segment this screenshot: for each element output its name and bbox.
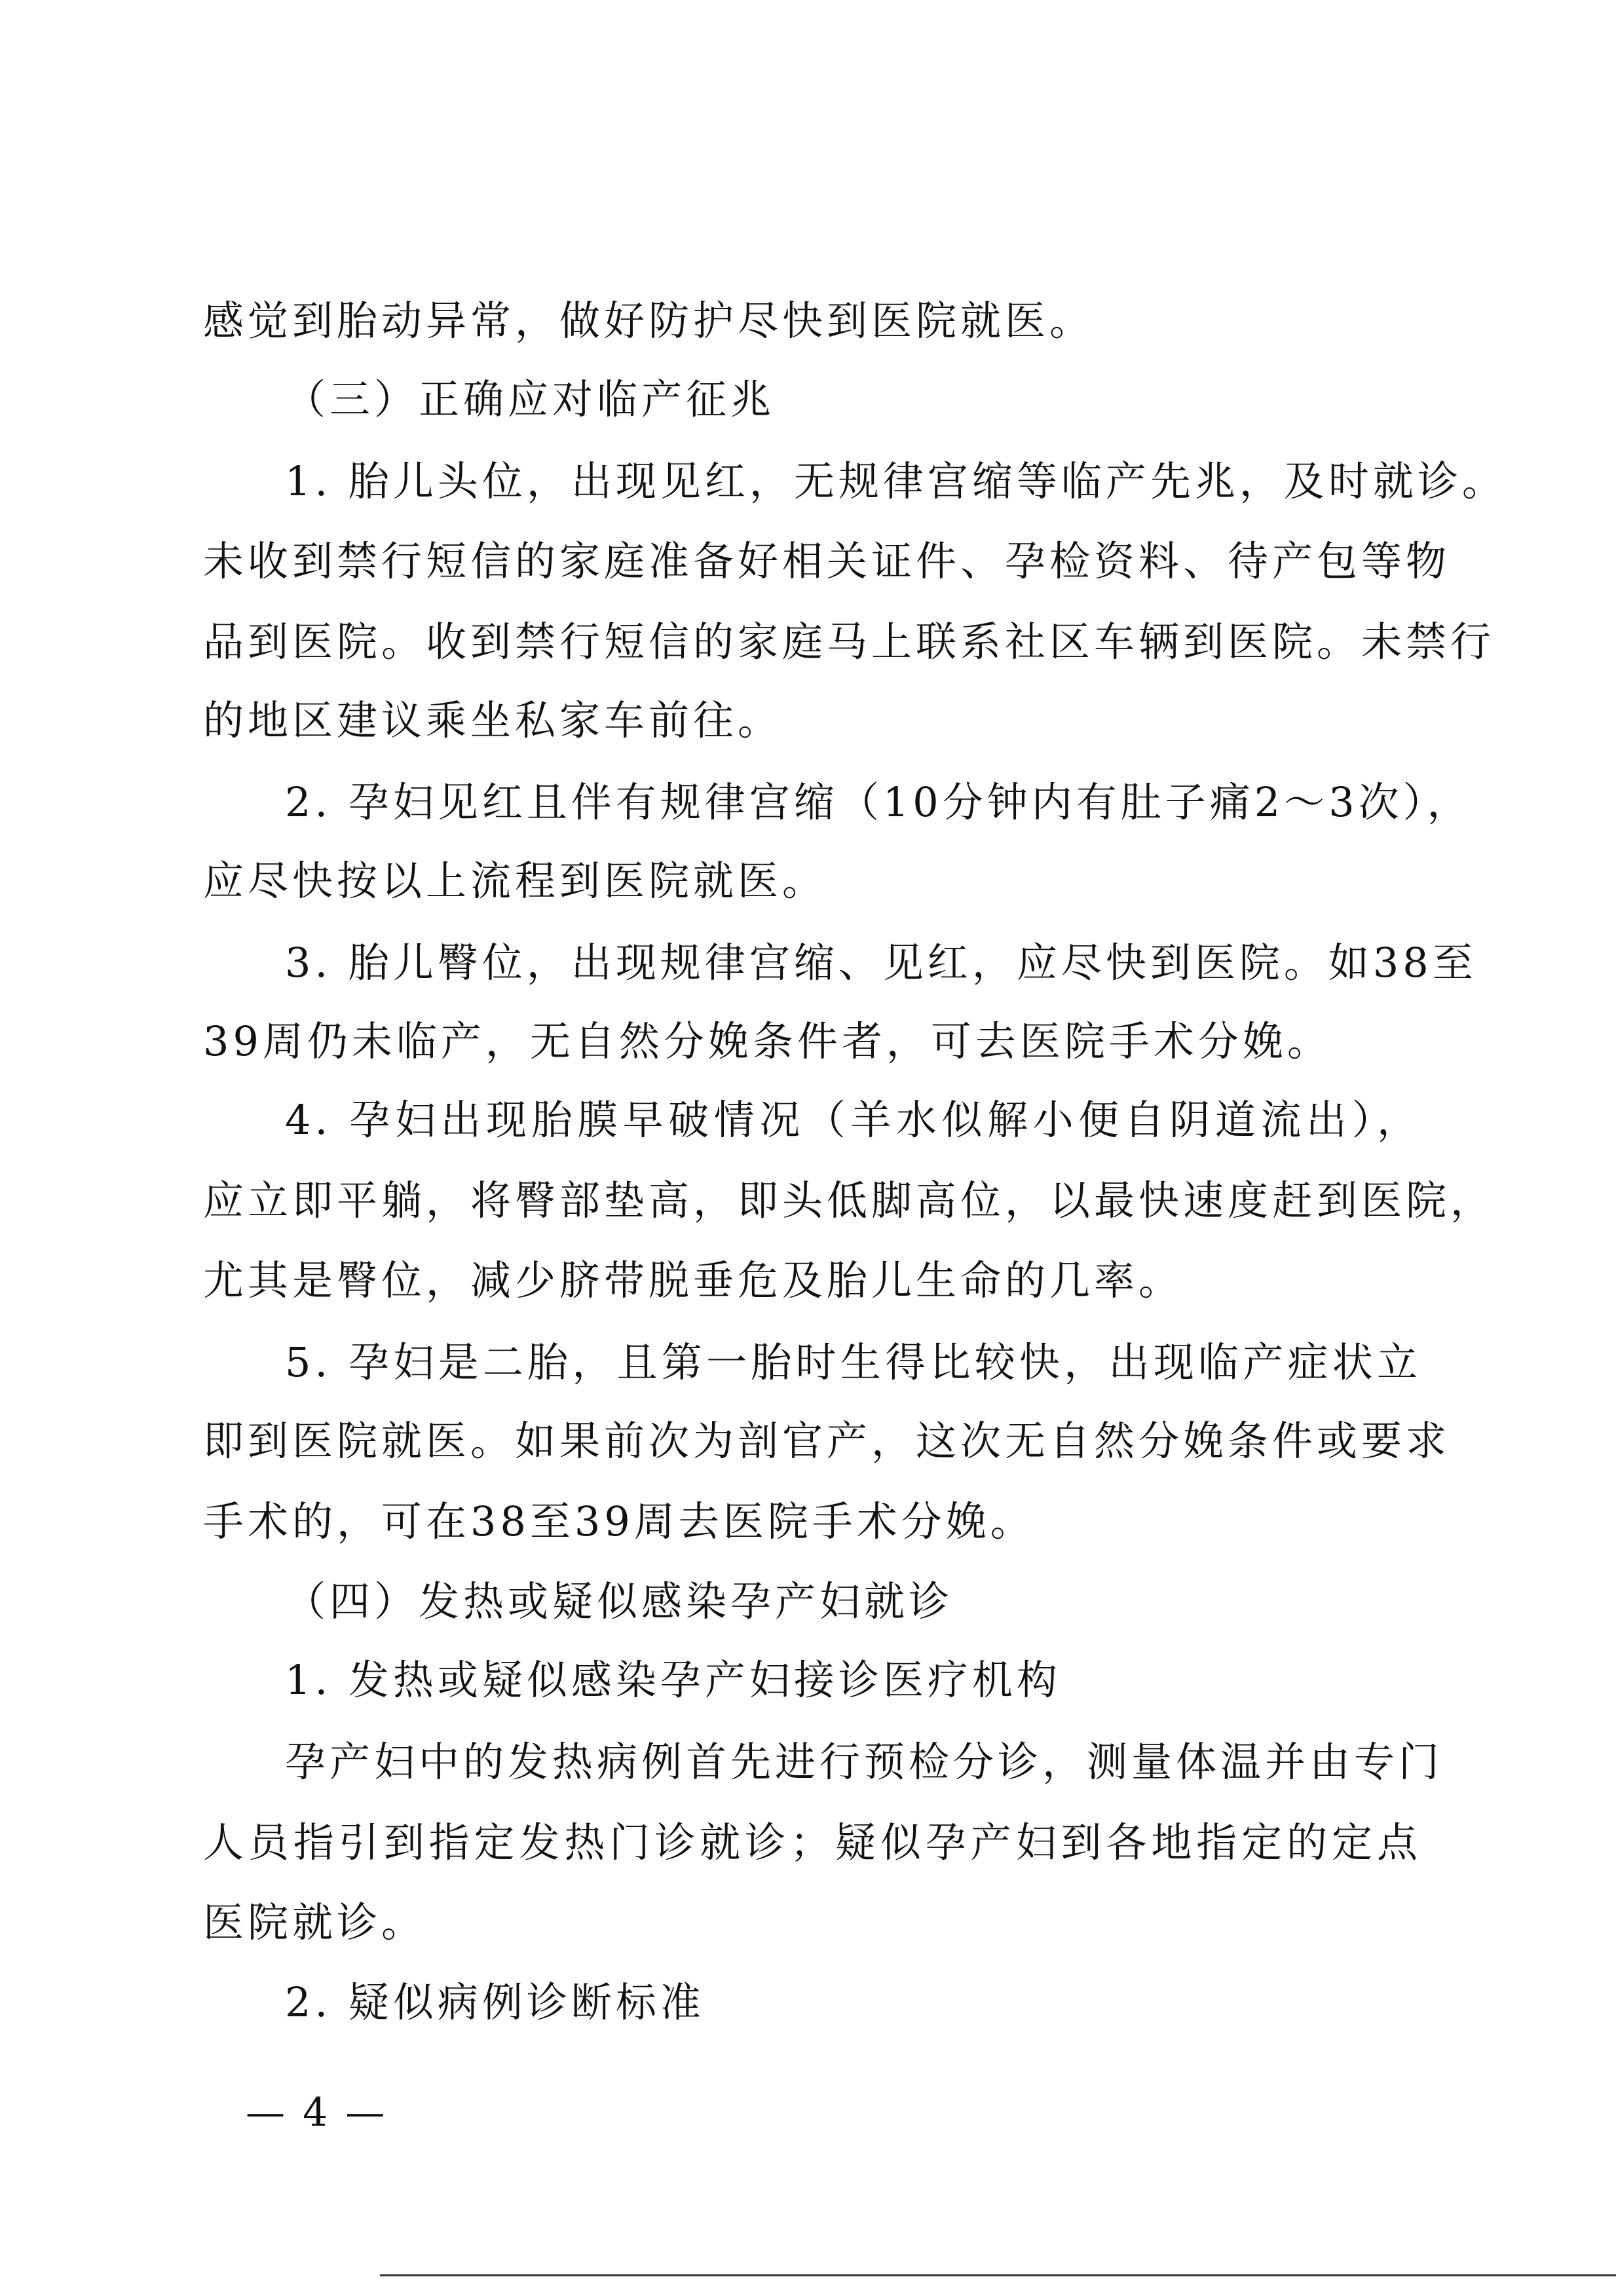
text-line-6: 的地区建议乘坐私家车前往。 [203, 696, 783, 744]
text-line-1: 感觉到胎动异常，做好防护尽快到医院就医。 [203, 297, 1095, 345]
section-heading-3: （三）正确应对临产征兆 [285, 375, 776, 423]
text-line-7: 2. 孕妇见红且伴有规律宫缩（10分钟内有肚子痛2～3次）， [285, 778, 1472, 826]
text-line-5: 品到医院。收到禁行短信的家庭马上联系社区车辆到医院。未禁行 [203, 618, 1495, 666]
text-line-19: 孕产妇中的发热病例首先进行预检分诊，测量体温并由专门 [285, 1738, 1444, 1786]
text-line-3: 1. 胎儿头位，出现见红，无规律宫缩等临产先兆，及时就诊。 [285, 457, 1507, 505]
page-number: — 4 — [246, 2090, 388, 2136]
text-line-18: 1. 发热或疑似感染孕产妇接诊医疗机构 [285, 1656, 1061, 1704]
text-line-21: 医院就诊。 [203, 1898, 426, 1946]
text-line-10: 39周仍未临产，无自然分娩条件者，可去医院手术分娩。 [203, 1017, 1332, 1065]
text-line-15: 即到医院就医。如果前次为剖官产，这次无自然分娩条件或要求 [203, 1417, 1451, 1465]
text-line-11: 4. 孕妇出现胎膜早破情况（羊水似解小便自阴道流出）， [285, 1096, 1421, 1144]
text-line-4: 未收到禁行短信的家庭准备好相关证件、孕检资料、待产包等物 [203, 537, 1451, 585]
text-line-8: 应尽快按以上流程到医院就医。 [203, 857, 827, 905]
text-line-16: 手术的，可在38至39周去医院手术分娩。 [203, 1497, 1035, 1545]
text-line-13: 尤其是臀位，减少脐带脱垂危及胎儿生命的几率。 [203, 1256, 1184, 1304]
page-bottom-edge-line [380, 2274, 1616, 2276]
text-line-14: 5. 孕妇是二胎，且第一胎时生得比较快，出现临产症状立 [285, 1338, 1421, 1386]
text-line-9: 3. 胎儿臀位，出现规律宫缩、见红，应尽快到医院。如38至 [285, 939, 1477, 987]
text-line-12: 应立即平躺，将臀部垫高，即头低脚高位，以最快速度赶到医院， [203, 1176, 1495, 1224]
text-line-20: 人员指引到指定发热门诊就诊；疑似孕产妇到各地指定的定点 [203, 1818, 1421, 1866]
text-line-22: 2. 疑似病例诊断标准 [285, 1978, 705, 2026]
section-heading-4: （四）发热或疑似感染孕产妇就诊 [285, 1577, 954, 1625]
